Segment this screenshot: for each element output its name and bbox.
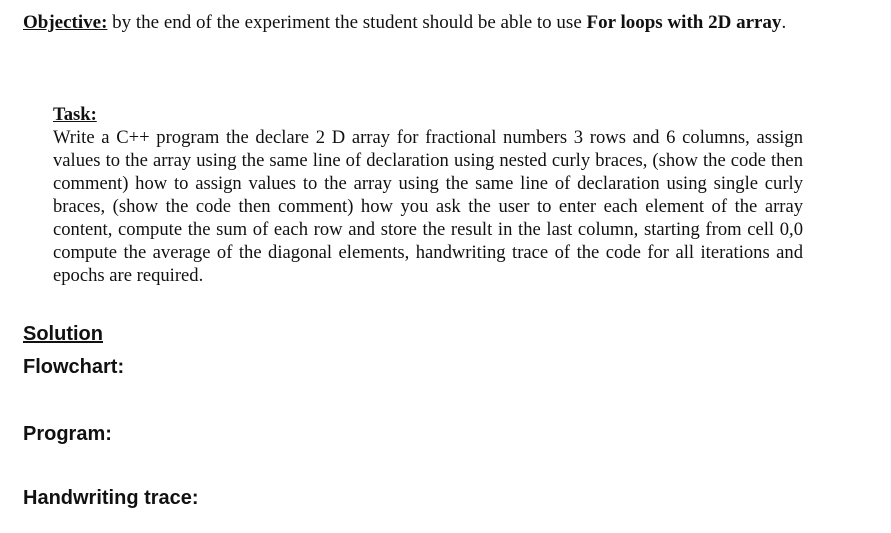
objective-end: . bbox=[781, 12, 787, 33]
handwriting-trace-heading: Handwriting trace: bbox=[23, 487, 199, 509]
objective-emphasis: For loops with 2D array bbox=[586, 12, 782, 33]
flowchart-heading: Flowchart: bbox=[23, 356, 125, 378]
task-block bbox=[53, 103, 803, 287]
task-title: Task: bbox=[53, 104, 97, 125]
program-heading: Program: bbox=[23, 423, 112, 445]
objective-label: Objective: bbox=[23, 12, 108, 33]
objective-text: by the end of the experiment the student should be able to use bbox=[107, 12, 587, 33]
task-body: Write a C++ program the declare 2 D array for fractional numbers 3 rows and 6 columns, assign values to the array using the same line of declaration using nested curly braces, (show the code then comment) how to assign values to the array using the same line of declaration using single curly braces, (show the code then comment) how you ask the user to enter each element of the array content, compute the sum of each row and store the result in the last column, starting from cell 0,0 compute the average of the diagonal elements, handwriting trace of the code for all iterations and epochs are required. bbox=[53, 127, 803, 286]
objective-paragraph bbox=[23, 9, 813, 36]
solution-heading: Solution bbox=[23, 323, 103, 345]
